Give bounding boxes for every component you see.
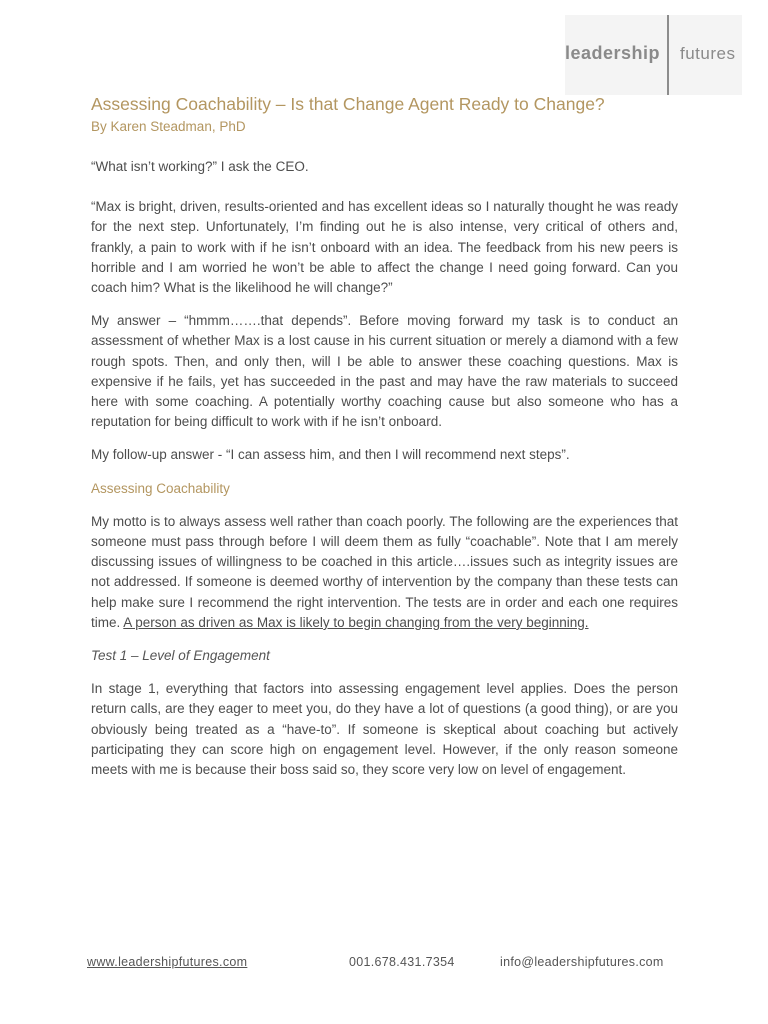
paragraph-question: “What isn’t working?” I ask the CEO. xyxy=(91,159,309,174)
footer-email-link[interactable]: info@leadershipfutures.com xyxy=(500,955,664,969)
article-title: Assessing Coachability – Is that Change Agent Ready to Change? xyxy=(91,94,605,114)
article-body xyxy=(91,157,678,793)
paragraph-ceo-quote: “Max is bright, driven, results-oriented and has excellent ideas so I naturally thought he was ready for the next step. Unfortunately, I’m finding out he is also intense, very critical of others and, frankly, a pain to work with if he isn’t onboard with an idea. The feedback from his new peers is horrible and I am worried he won’t be able to affect the change I need going forward. Can you coach him? What is the likelihood he will change?” xyxy=(91,199,678,296)
section-heading-test1: Test 1 – Level of Engagement xyxy=(91,648,270,664)
footer-phone: 001.678.431.7354 xyxy=(349,955,455,969)
motto-text: My motto is to always assess well rather than coach poorly. The following are the experiences that someone must pass through before I will deem them as fully “coachable”. Note that I am merely discussing issues of willingness to be coached in this article….issues such as integrity issues are not addressed. If someone is deemed worthy of intervention by the company than these tests can help make sure I recommend the right intervention. The tests are in order and each one requires time. xyxy=(91,513,678,630)
section-heading-assessing: Assessing Coachability xyxy=(91,480,230,496)
logo-divider xyxy=(667,15,669,95)
article-byline: By Karen Steadman, PhD xyxy=(91,119,246,134)
page-footer xyxy=(0,955,768,971)
logo-wordmark-right: futures xyxy=(680,44,736,63)
paragraph-follow-up: My follow-up answer - “I can assess him, and then I will recommend next steps”. xyxy=(91,447,570,463)
motto-underlined-text: A person as driven as Max is likely to begin changing from the very beginning. xyxy=(123,614,589,630)
logo-wordmark-left: leadership xyxy=(564,43,660,63)
paragraph-motto xyxy=(91,512,678,633)
paragraph-answer: My answer – “hmmm…….that depends”. Before moving forward my task is to conduct an assessment of whether Max is a lost cause in his current situation or merely a diamond with a few rough spots. Then, and only then, will I be able to answer these coaching questions. Max is expensive if he fails, yet has succeeded in the past and may have the raw materials to succeed here with some coaching. A potentially worthy coaching cause but also someone who has a reputation for being difficult to work with if he isn’t onboard. xyxy=(91,313,678,430)
footer-website-link[interactable]: www.leadershipfutures.com xyxy=(87,955,248,969)
paragraph-stage1: In stage 1, everything that factors into assessing engagement level applies. Does the person return calls, are they eager to meet you, do they have a lot of questions (a good thing), or are you obviously being treated as a “have-to”. If someone is skeptical about coaching but actively participating they can score high on engagement level. However, if the only reason someone meets with me is because their boss said so, they score very low on level of engagement. xyxy=(91,681,678,778)
